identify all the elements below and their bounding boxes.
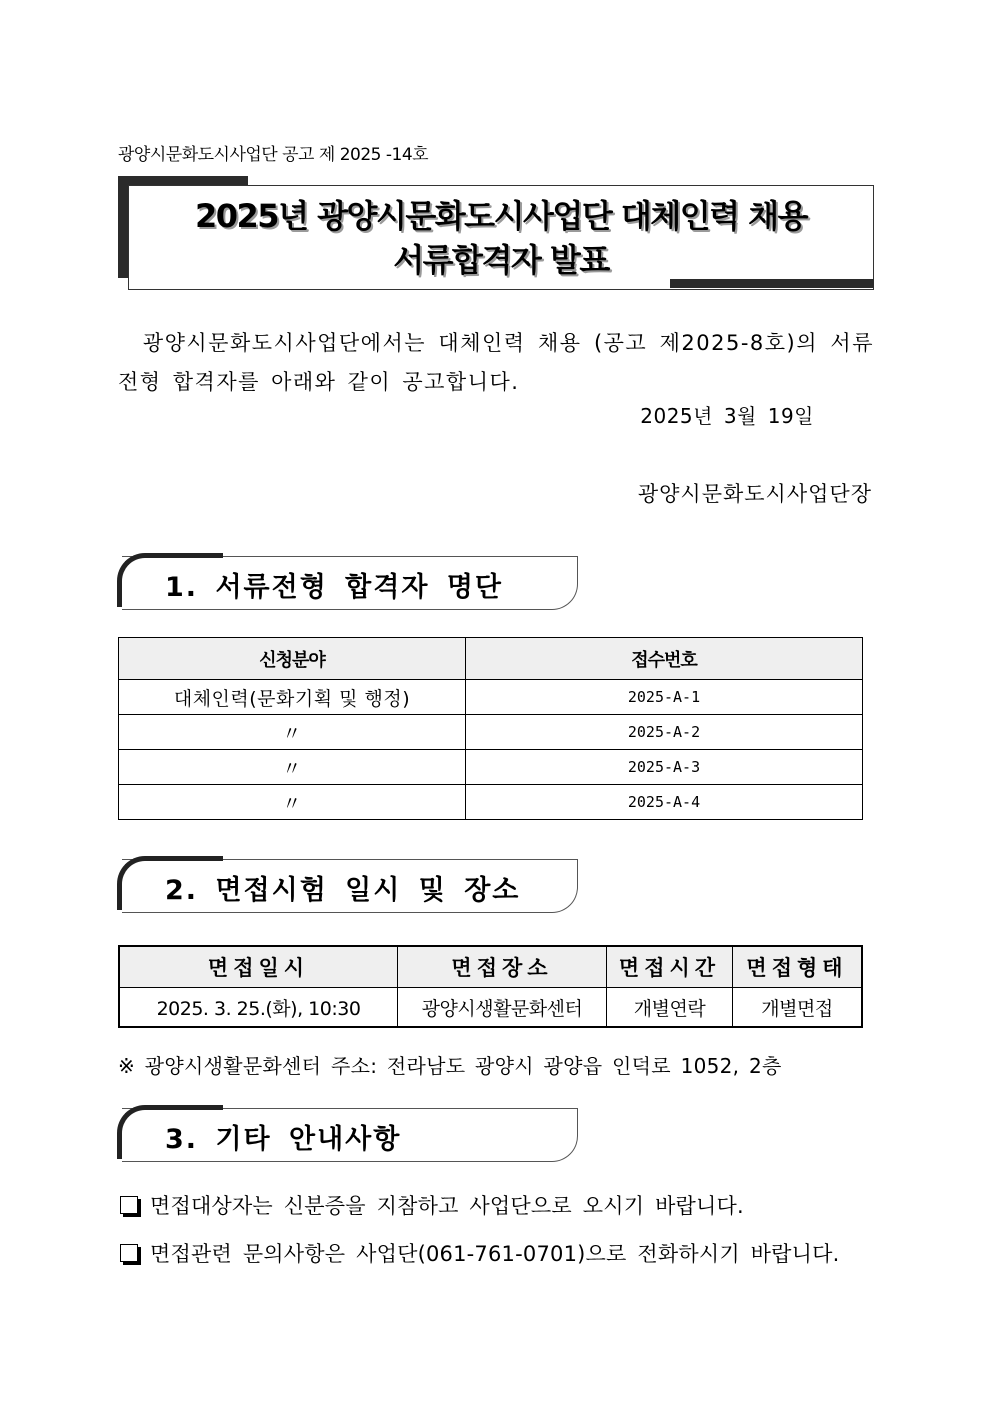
table-row <box>119 715 863 750</box>
number-cell: 2025-A-3 <box>466 750 863 785</box>
applicants-table <box>118 637 863 820</box>
field-cell: 〃 <box>119 750 466 785</box>
interview-table <box>118 945 863 1028</box>
interview-datetime: 2025. 3. 25.(화), 10:30 <box>119 988 398 1028</box>
column-header: 면접장소 <box>398 946 607 988</box>
interview-time: 개별연락 <box>607 988 733 1028</box>
table-header-row <box>119 638 863 680</box>
column-header: 면접형태 <box>733 946 863 988</box>
section1-title: 1. 서류전형 합격자 명단 <box>165 572 503 603</box>
section2-title: 2. 면접시험 일시 및 장소 <box>165 875 521 906</box>
checkbox-icon <box>120 1244 138 1262</box>
title-box-shadow-top <box>118 176 248 185</box>
table-row <box>119 785 863 820</box>
number-cell: 2025-A-4 <box>466 785 863 820</box>
field-cell: 〃 <box>119 785 466 820</box>
column-header: 면접시간 <box>607 946 733 988</box>
signer: 광양시문화도시사업단장 <box>637 482 872 506</box>
field-cell: 〃 <box>119 715 466 750</box>
number-cell: 2025-A-1 <box>466 680 863 715</box>
checkbox-icon <box>120 1196 138 1214</box>
table-row <box>119 988 862 1028</box>
document-title <box>128 194 874 282</box>
column-header: 신청분야 <box>119 638 466 680</box>
interview-type: 개별면접 <box>733 988 863 1028</box>
number-cell: 2025-A-2 <box>466 715 863 750</box>
notice-item: 면접대상자는 신분증을 지참하고 사업단으로 오시기 바랍니다. <box>150 1194 744 1218</box>
title-box-shadow-left <box>118 176 128 278</box>
notice-item: 면접관련 문의사항은 사업단(061-761-0701)으로 전화하시기 바랍니다. <box>150 1242 840 1266</box>
table-header-row <box>119 946 862 988</box>
column-header: 접수번호 <box>466 638 863 680</box>
address-note: ※ 광양시생활문화센터 주소: 전라남도 광양시 광양읍 인덕로 1052, 2층 <box>118 1054 782 1078</box>
column-header: 면접일시 <box>119 946 398 988</box>
table-row <box>119 680 863 715</box>
title-line-1: 2025년 광양시문화도시사업단 대체인력 채용 <box>195 197 807 235</box>
section3-title: 3. 기타 안내사항 <box>165 1124 402 1155</box>
intro-body: 광양시문화도시사업단에서는 대체인력 채용 (공고 제2025-8호)의 서류 전형 합격자를 아래와 같이 공고합니다. <box>118 331 875 394</box>
notice-date: 2025년 3월 19일 <box>640 404 814 428</box>
field-cell: 대체인력(문화기획 및 행정) <box>119 680 466 715</box>
table-row <box>119 750 863 785</box>
interview-place: 광양시생활문화센터 <box>398 988 607 1028</box>
title-line-2: 서류합격자 발표 <box>393 241 609 279</box>
intro-paragraph <box>118 324 874 402</box>
notice-number: 광양시문화도시사업단 공고 제 2025 -14호 <box>118 145 429 165</box>
